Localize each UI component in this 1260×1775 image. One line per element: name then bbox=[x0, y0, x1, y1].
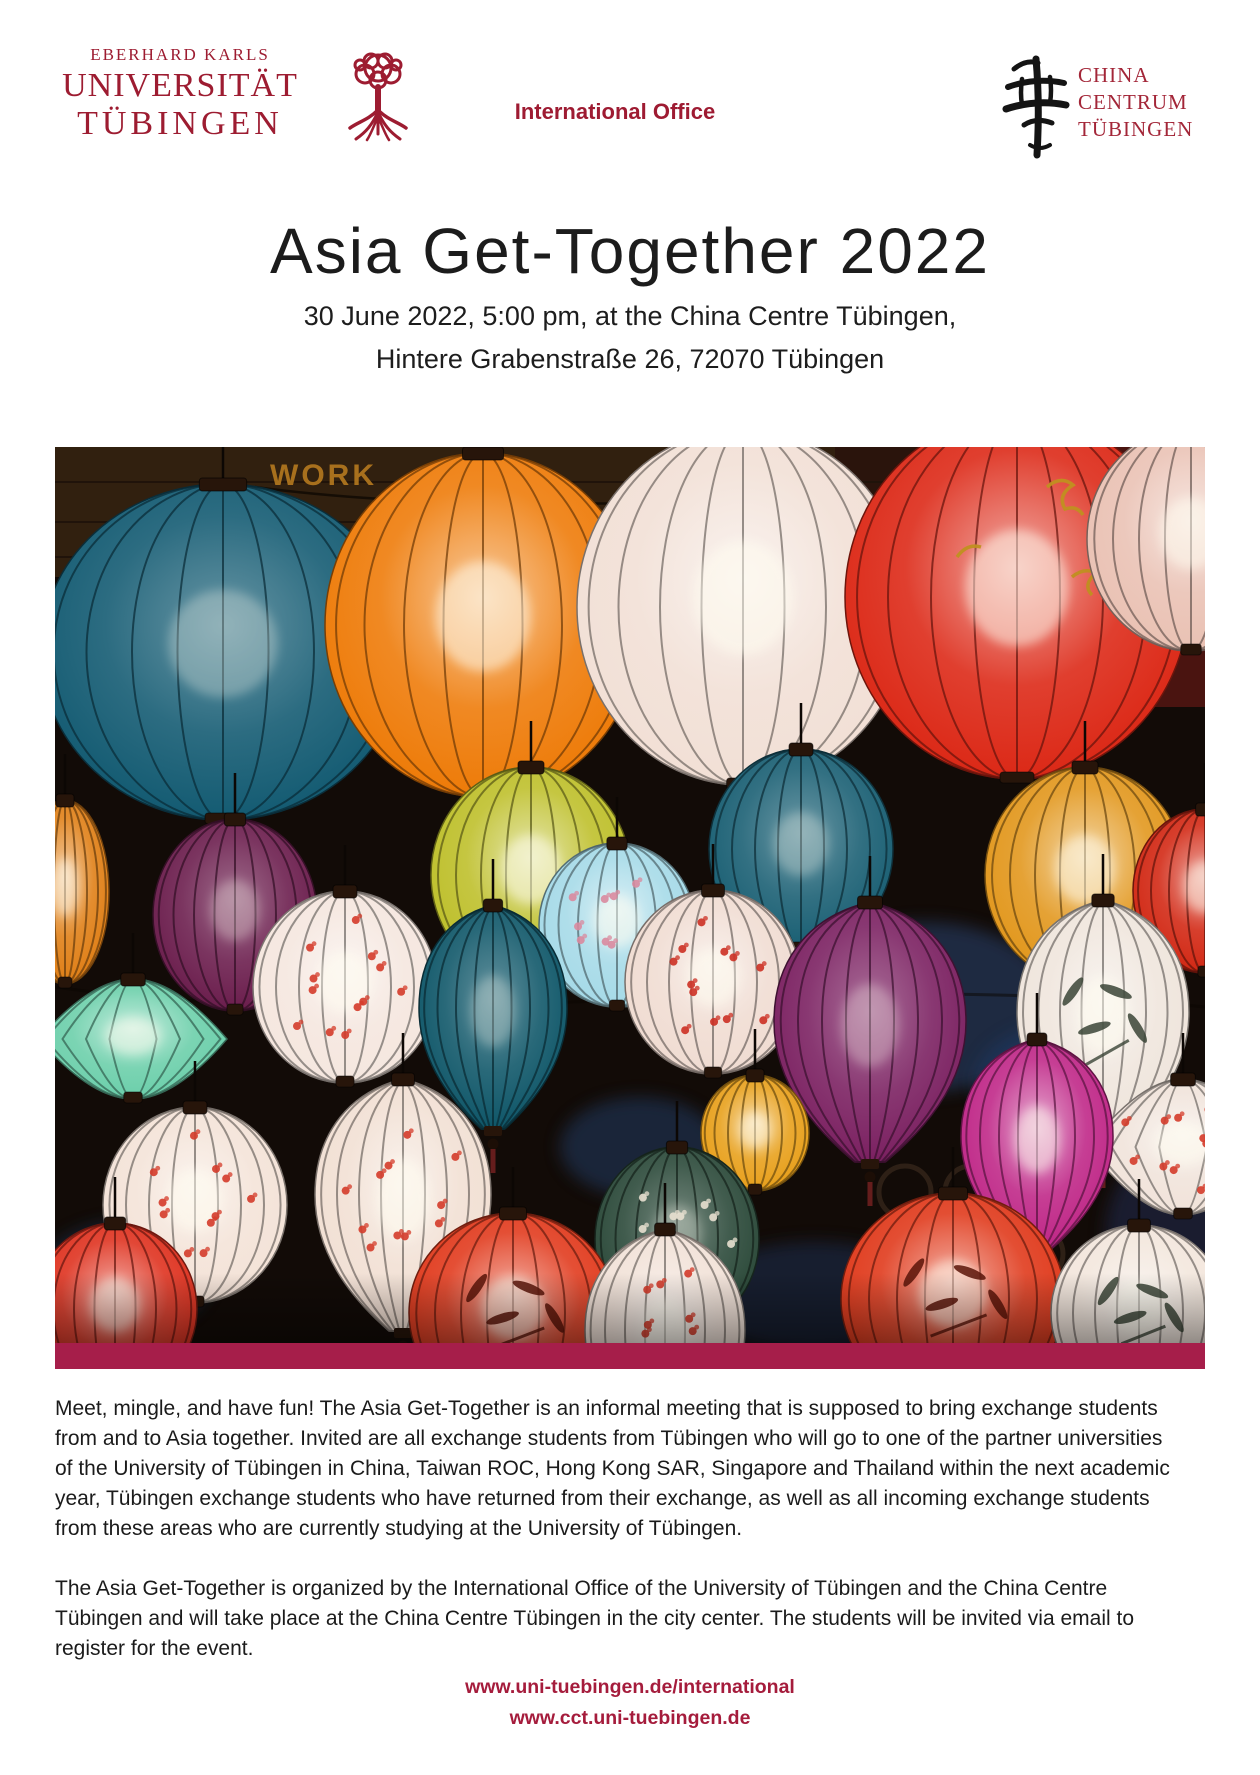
accent-bar bbox=[55, 1343, 1205, 1369]
china-centrum-logo-text bbox=[1078, 62, 1193, 143]
body-paragraph-1: Meet, mingle, and have fun! The Asia Get-Together is an informal meeting that is supposed to bring exchange students from and to Asia together. Invited are all exchange students from Tübingen who will go to one of the partner universities of the University of Tübingen in China, Taiwan ROC, Hong Kong SAR, Singapore and Thailand within the next academic year, Tübingen exchange students who have returned from their exchange, as well as all incoming exchange students from these areas who are currently studying at the University of Tübingen. bbox=[55, 1397, 1170, 1540]
cct-line2: CENTRUM bbox=[1078, 90, 1188, 114]
cct-line1: CHINA bbox=[1078, 63, 1150, 87]
event-datetime: 30 June 2022, 5:00 pm, at the China Centre Tübingen, bbox=[303, 301, 957, 331]
svg-text:WORK: WORK bbox=[270, 459, 377, 492]
university-wordmark-line1: EBERHARD KARLS bbox=[90, 45, 270, 64]
link-china-centre[interactable]: www.cct.uni-tuebingen.de bbox=[509, 1707, 751, 1729]
lantern-photo bbox=[55, 447, 1205, 1343]
university-wordmark-line2: UNIVERSITÄT bbox=[62, 67, 298, 104]
cct-line3: TÜBINGEN bbox=[1078, 117, 1194, 141]
event-address: Hintere Grabenstraße 26, 72070 Tübingen bbox=[375, 344, 885, 374]
university-wordmark-line3: TÜBINGEN bbox=[77, 105, 283, 142]
hua-calligraphy-icon bbox=[1000, 53, 1072, 166]
link-international-office[interactable]: www.uni-tuebingen.de/international bbox=[465, 1676, 795, 1698]
university-logo bbox=[42, 46, 318, 141]
international-office-label: International Office bbox=[514, 99, 716, 124]
page-title: Asia Get-Together 2022 bbox=[270, 215, 990, 287]
body-paragraph-2: The Asia Get-Together is organized by the International Office of the University of Tübingen and the China Centre Tübingen and will take place at the China Centre Tübingen in the city center. The students will be invited via email to register for the event. bbox=[55, 1577, 1135, 1660]
body-text bbox=[55, 1394, 1177, 1694]
